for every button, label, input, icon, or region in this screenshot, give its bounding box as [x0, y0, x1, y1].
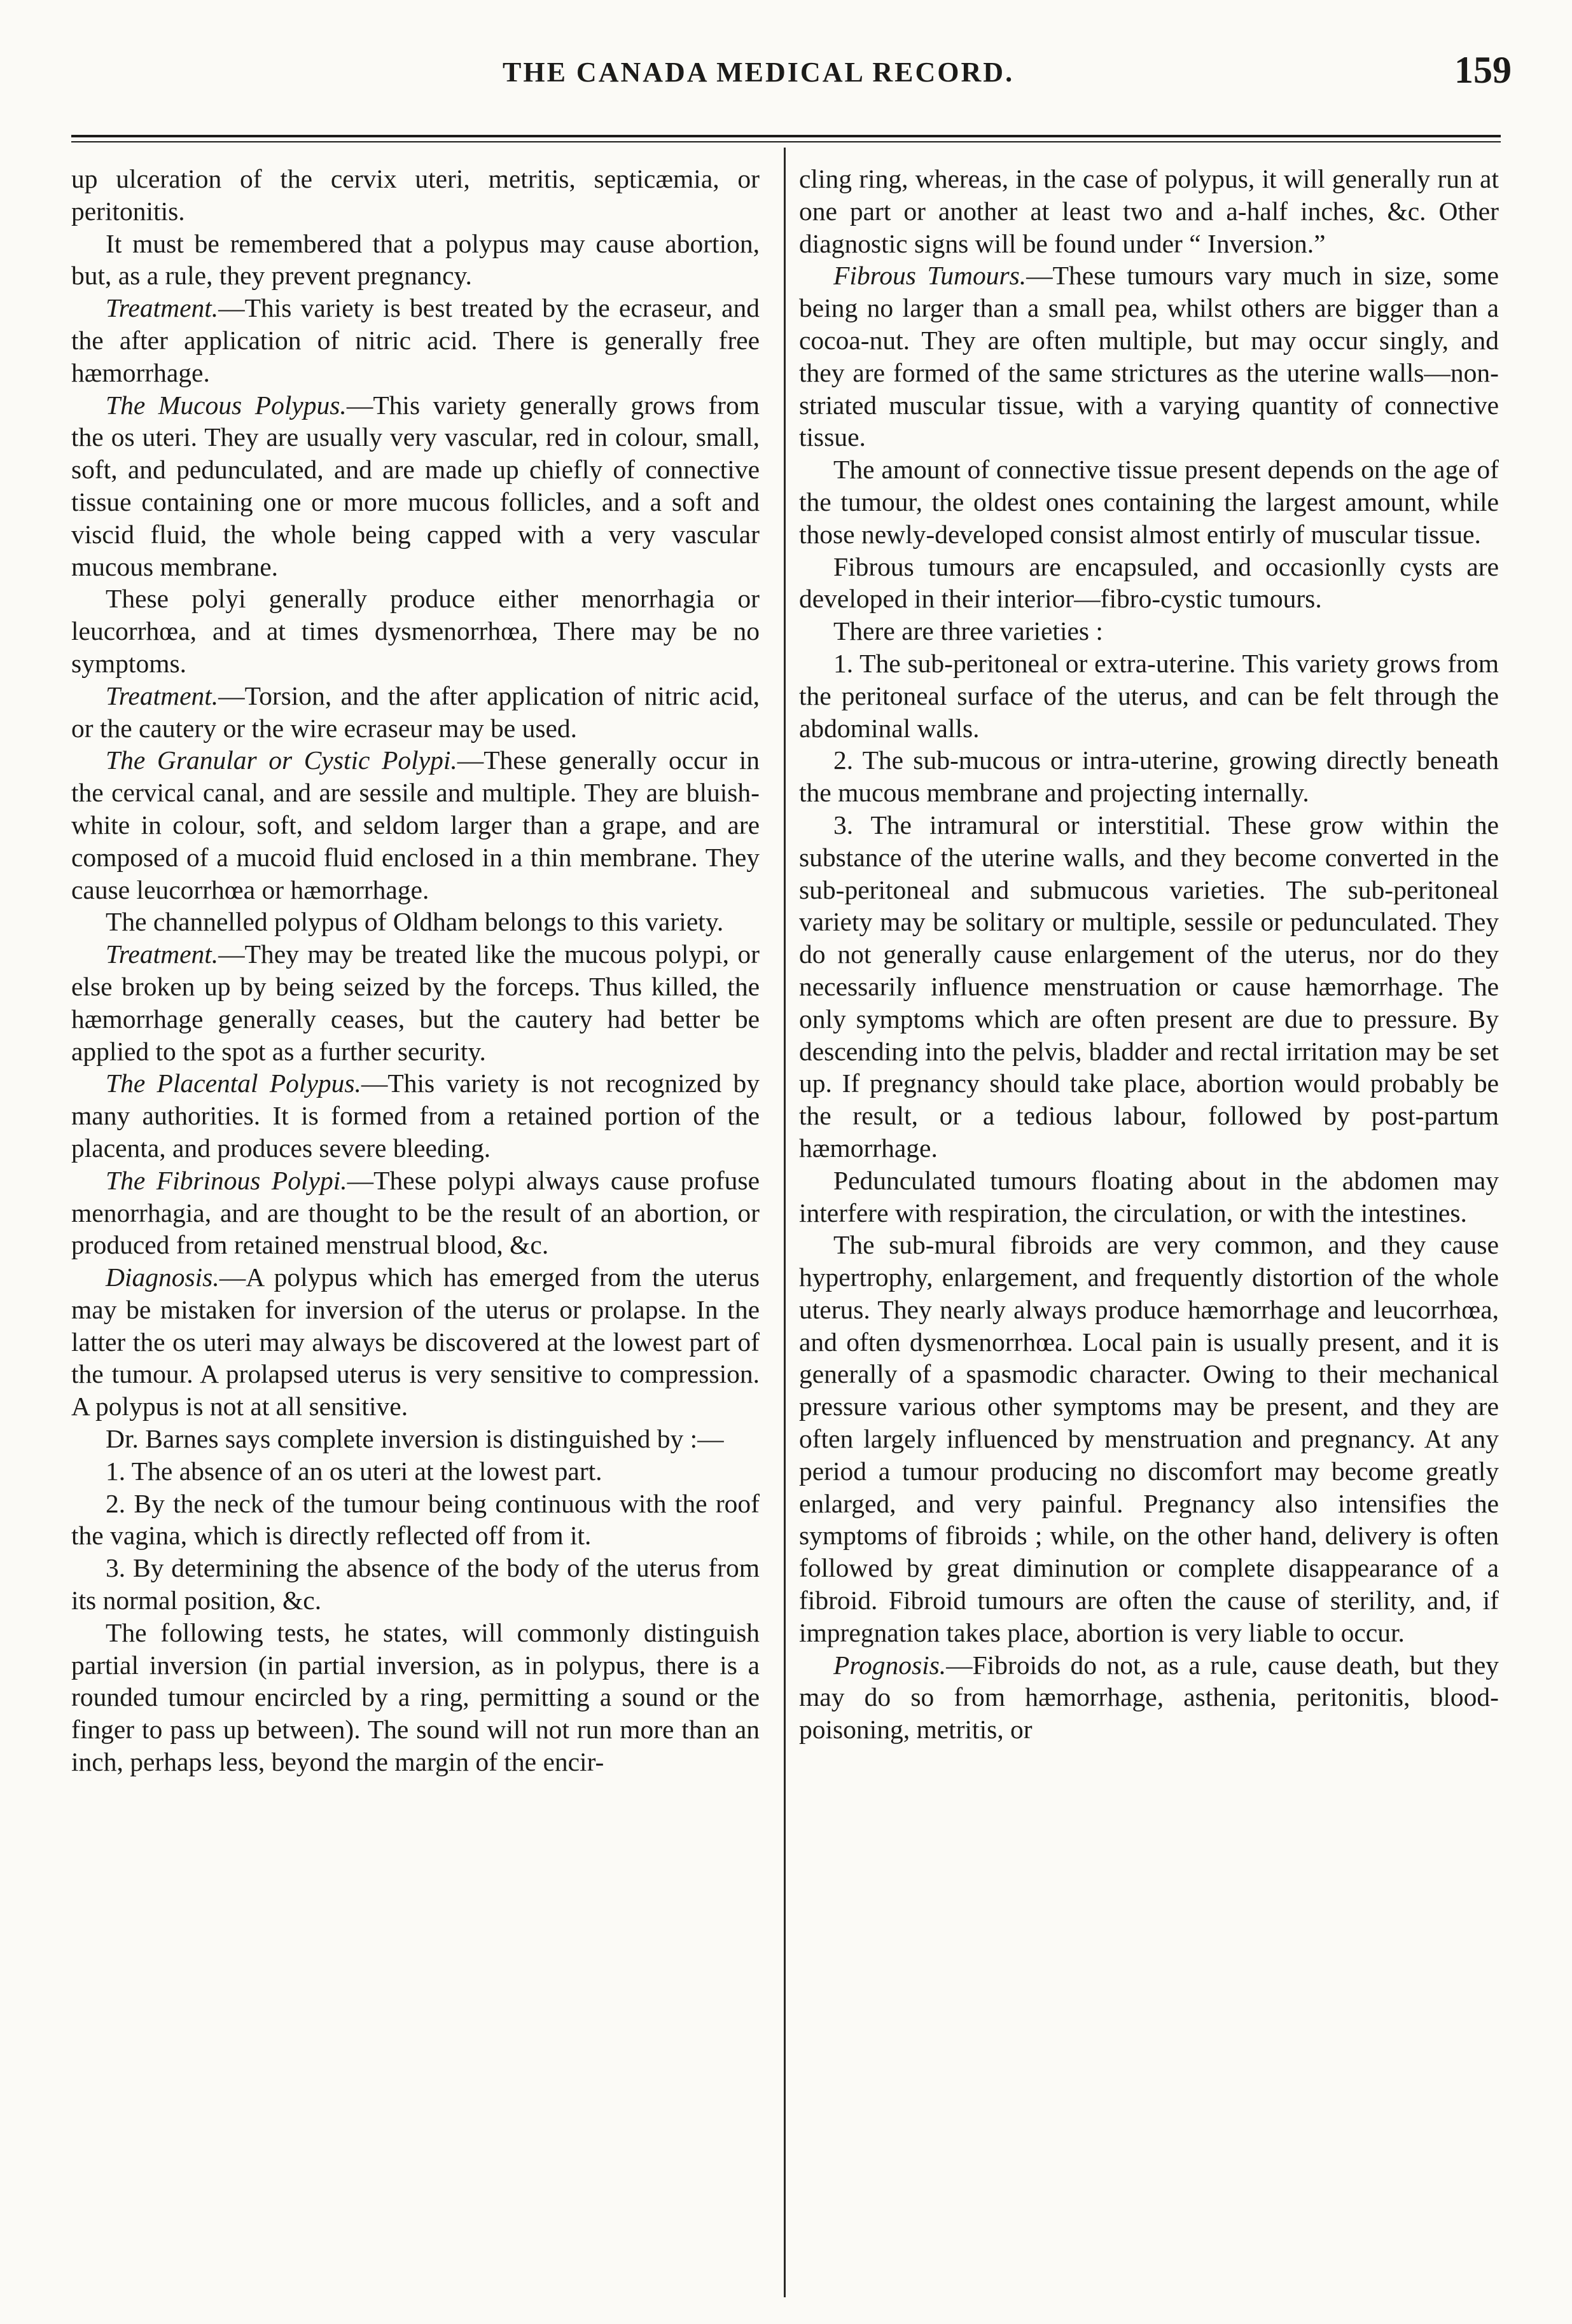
run-in-heading: Treatment. [106, 293, 219, 323]
paragraph: Treatment.—Torsion, and the after application of nitric acid, or the cautery or the wire ecraseur may be used. [71, 681, 760, 743]
run-in-heading: The Granular or Cystic Polypi. [106, 745, 457, 775]
left-column [71, 163, 760, 2300]
run-in-heading: Diagnosis. [106, 1262, 219, 1292]
paragraph: Fibrous Tumours.—These tumours vary much in size, some being no larger than a small pea, whilst others are bigger than a cocoa-nut. They are often multiple, but may occur singly, and they are formed of the same strictures as the uterine walls—non-striated muscular tissue, with a varying quantity of connective tissue. [799, 261, 1499, 452]
run-in-heading: Fibrous Tumours. [833, 261, 1027, 291]
column-divider [784, 148, 786, 2297]
paragraph: The Mucous Polypus.—This variety generally grows from the os uteri. They are usually very vascular, red in colour, small, soft, and pedunculated, and are made up chiefly of connective tissue containing one or more mucous follicles, and a soft and viscid fluid, the whole being capped with a very vascular mucous membrane. [71, 390, 760, 581]
numbered-item: 1. The sub-peritoneal or extra-uterine. This variety grows from the peritoneal surface of the uterus, and can be felt through the abdominal walls. [799, 648, 1499, 743]
paragraph: The channelled polypus of Oldham belongs to this variety. [106, 907, 724, 937]
paragraph: The Placental Polypus.—This variety is not recognized by many authorities. It is formed from a retained portion of the placenta, and produces severe bleeding. [71, 1069, 760, 1163]
run-in-heading: Prognosis. [833, 1650, 947, 1680]
header-rule-thin [71, 141, 1501, 142]
paragraph: Dr. Barnes says complete inversion is distinguished by :— [106, 1424, 724, 1454]
header-rule-thick [71, 135, 1501, 137]
paragraph: Diagnosis.—A polypus which has emerged from the uterus may be mistaken for inversion of the uterus or prolapse. In the latter the os uteri may always be discovered at the lowest part of the tumour. A prolapsed uterus is very sensitive to compression. A polypus is not at all sensitive. [71, 1262, 760, 1421]
paragraph: The following tests, he states, will commonly distinguish partial inversion (in partial inversion, as in polypus, there is a rounded tumour encircled by a ring, permitting a sound or the finger to pass up between). The sound will not run more than an inch, perhaps less, beyond the margin of the encir- [71, 1617, 760, 1777]
run-in-heading: Treatment. [106, 939, 219, 969]
paragraph: Pedunculated tumours floating about in the abdomen may interfere with respiration, the circulation, or with the intestines. [799, 1165, 1499, 1228]
numbered-item: 3. The intramural or interstitial. These grow within the substance of the uterine walls, and they become converted in the sub-peritoneal and submucous varieties. The sub-peritoneal variety may be solitary or multiple, sessile or pedunculated. They do not generally cause enlargement of the uterus, nor do they necessarily influence menstruation or cause hæmorrhage. The only symptoms which are often present are due to pressure. By descending into the pelvis, bladder and rectal irritation may be set up. If pregnancy should take place, abortion would probably be the result, or a tedious labour, followed by post-partum hæmorrhage. [799, 810, 1499, 1163]
paragraph: up ulceration of the cervix uteri, metritis, septicæmia, or peritonitis. [71, 164, 760, 226]
paragraph: Treatment.—They may be treated like the mucous polypi, or else broken up by being seized by the forceps. Thus killed, the hæmorrhage generally ceases, but the cautery had better be applied to the spot as a further security. [71, 939, 760, 1066]
numbered-item: 2. By the neck of the tumour being continuous with the roof the vagina, which is directly reflected off from it. [71, 1488, 760, 1551]
paragraph: Prognosis.—Fibroids do not, as a rule, cause death, but they may do so from hæmorrhage, asthenia, peritonitis, blood-poisoning, metritis, or [799, 1650, 1499, 1745]
paragraph: The amount of connective tissue present depends on the age of the tumour, the oldest ones containing the largest amount, while those newly-developed consist almost entirly of muscular tissue. [799, 455, 1499, 549]
numbered-item: 1. The absence of an os uteri at the lowest part. [106, 1456, 602, 1486]
paragraph: cling ring, whereas, in the case of polypus, it will generally run at one part or another at least two and a-half inches, &c. Other diagnostic signs will be found under “ Inversion.” [799, 164, 1499, 258]
numbered-item: 2. The sub-mucous or intra-uterine, growing directly beneath the mucous membrane and projecting internally. [799, 745, 1499, 808]
running-title: THE CANADA MEDICAL RECORD. [503, 57, 1015, 88]
paragraph: These polyi generally produce either menorrhagia or leucorrhœa, and at times dysmenorrhœa, There may be no symptoms. [71, 584, 760, 678]
numbered-item: 3. By determining the absence of the body of the uterus from its normal position, &c. [71, 1553, 760, 1615]
right-column [799, 163, 1499, 2300]
page-number: 159 [1454, 49, 1512, 91]
paragraph: There are three varieties : [833, 616, 1103, 646]
run-in-heading: The Mucous Polypus. [106, 390, 347, 420]
paragraph: Treatment.—This variety is best treated by the ecraseur, and the after application of nitric acid. There is generally free hæmorrhage. [71, 293, 760, 387]
paragraph: The Fibrinous Polypi.—These polypi always cause profuse menorrhagia, and are thought to be the result of an abortion, or produced from retained menstrual blood, &c. [71, 1165, 760, 1260]
run-in-heading: Treatment. [106, 681, 219, 710]
paragraph: The sub-mural fibroids are very common, and they cause hypertrophy, enlargement, and frequently distortion of the whole uterus. They nearly always produce hæmorrhage and leucorrhœa, and often dysmenorrhœa. Local pain is usually present, and it is generally of a spasmodic character. Owing to their mechanical pressure various other symptoms may be present, and they are often largely influenced by menstruation and pregnancy. At any period a tumour producing no discomfort may become greatly enlarged, and very painful. Pregnancy also intensifies the symptoms of fibroids ; while, on the other hand, delivery is often followed by great diminution or complete disappearance of a fibroid. Fibroid tumours are often the cause of sterility, and, if impregnation takes place, abortion is very liable to occur. [799, 1230, 1499, 1647]
run-in-heading: The Placental Polypus. [106, 1069, 361, 1098]
run-in-heading: The Fibrinous Polypi. [106, 1165, 347, 1195]
page-header [0, 49, 1572, 103]
paragraph: Fibrous tumours are encapsuled, and occasionlly cysts are developed in their interior—fibro-cystic tumours. [799, 551, 1499, 614]
paragraph: The Granular or Cystic Polypi.—These generally occur in the cervical canal, and are sessile and multiple. They are bluish-white in colour, soft, and seldom larger than a grape, and are composed of a mucoid fluid enclosed in a thin membrane. They cause leucorrhœa or hæmorrhage. [71, 745, 760, 904]
paragraph: It must be remembered that a polypus may cause abortion, but, as a rule, they prevent pregnancy. [71, 228, 760, 291]
